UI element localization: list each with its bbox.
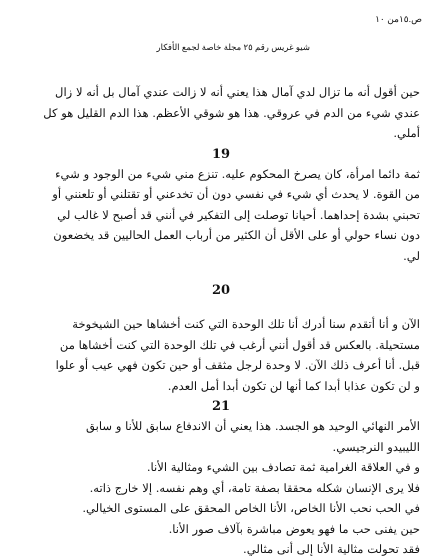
text-line: فقد تحولت مثالية الأنا إلى أنى مثالي. xyxy=(243,542,420,556)
text-line: الليبيدو النرجيسي. xyxy=(332,439,420,454)
text-line: الأمر النهائي الوحيد هو الجسد. هذا يعني أن الاندفاع سابق للأنا و سابق xyxy=(86,419,420,433)
paragraph xyxy=(22,164,420,267)
paragraph xyxy=(22,416,420,560)
text-line: في الحب نحب الأنا الخاص، الأنا الخاص المحقق على المستوى الخيالي. xyxy=(82,501,420,515)
text-line: أملي. xyxy=(393,126,420,140)
text-line: قبل. أنا أعرف ذلك الآن. لا وحدة لرجل مثقف أو حين تكون فهي عيب أو علوا xyxy=(55,358,420,372)
section-number: 21 xyxy=(211,399,231,414)
section-number: 20 xyxy=(211,283,231,298)
paragraph xyxy=(22,82,420,144)
paragraph xyxy=(22,314,420,396)
text-line: و لن تكون عذابا أبدا كما أنها لن تكون أبدا أمل العدم. xyxy=(167,378,420,393)
page-header xyxy=(0,12,440,52)
text-line: حين أقول أنه ما تزال لدي آمال هذا يعني أنه لا زالت عندي آمال بل أنه لا زال xyxy=(55,85,420,99)
text-line: و في العلاقة الغرامية ثمة تصادف بين الشيء ومثالية الأنا. xyxy=(146,460,420,474)
text-line: حين يفنى حب ما فهو يعوض مباشرة بآلاف صور الأنا. xyxy=(168,521,420,536)
text-line: الآن و أنا أتقدم سنا أدرك أنا تلك الوحدة التي كنت أخشاها حين الشيخوخة xyxy=(72,317,420,331)
text-line: مستحيلة. بالعكس قد أقول أنني أرغب في تلك الوحدة التي كنت أخشاها من xyxy=(59,337,420,352)
text-line: تحبني بشدة إحداهما. أحيانا توصلت إلى التفكير في أنني قد أصبح لا غالب لي xyxy=(57,207,420,222)
section-number: 19 xyxy=(211,146,231,162)
text-line: من القوة. لا يحدث أي شيء في نفسي دون أن تخدعني أو تقتلني أو تلعنني أو xyxy=(52,187,420,201)
text-line: لي. xyxy=(403,248,420,263)
document-body xyxy=(22,82,420,560)
text-line: دون نساء حولي أو على الأقل أن الكثير من أرباب العمل الحاليين قد يخضعون xyxy=(53,228,420,242)
text-line: ثمة دائما امرأة، كان يصرخ المحكوم عليه. تنزع مني شيء من الوجود و شيء xyxy=(55,166,420,181)
text-line: فلا يرى الإنسان شكله محققا بصفة تامة، أي وهم نفسه. إلا خارج ذاته. xyxy=(89,480,420,495)
header-title: شيو غريس رقم ٢٥ مجلة خاصة لجمع الأفكار xyxy=(156,42,310,52)
text-line: عندي شيء من الدم في عروقي. هذا هو شوقي الأعظم. هذا الدم القليل هو كل xyxy=(43,105,420,120)
page-number: ص.١٥من ١٠ xyxy=(375,14,422,24)
